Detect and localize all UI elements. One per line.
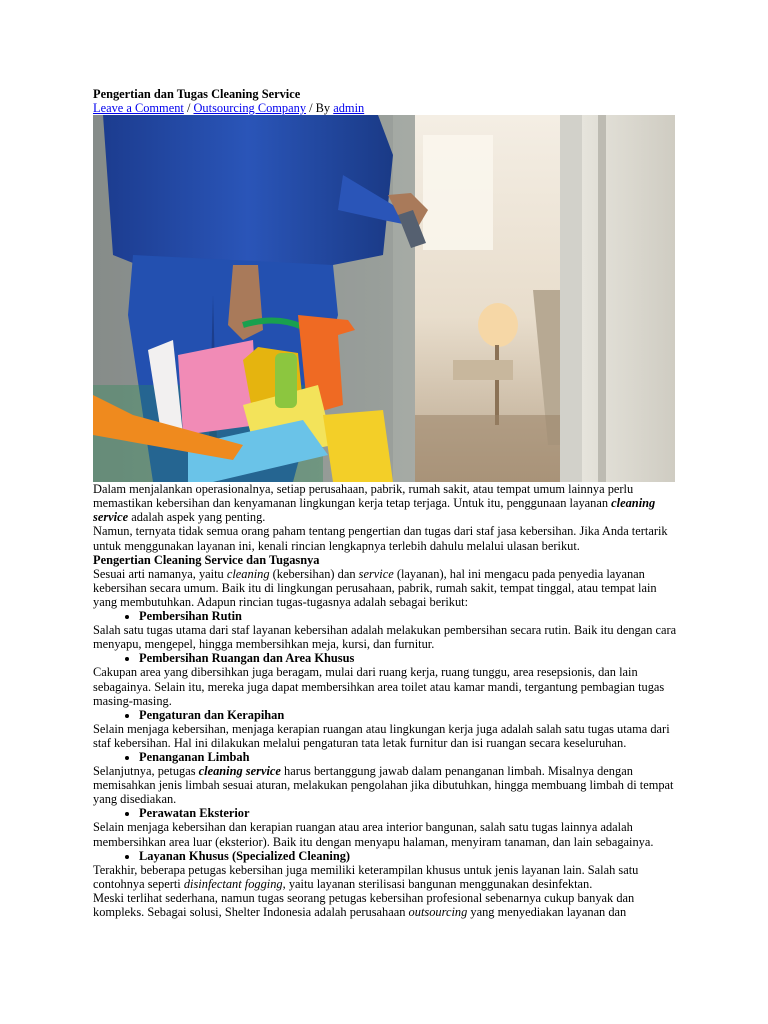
task-text: Salah satu tugas utama dari staf layanan kebersihan adalah melakukan pembersihan secara rutin. Baik itu dengan cara menyapu, mengepel, hingga membersihkan meja, kursi, dan furnitur. [93, 623, 677, 652]
task-list-5 [93, 806, 677, 820]
task-title: • Pengaturan dan Kerapihan [139, 708, 677, 722]
task-text: Selain menjaga kebersihan, menjaga kerapian ruangan atau lingkungan kerja juga adalah salah satu tugas utama dari staf kebersihan. Hal ini dilakukan melalui pengaturan tata letak furnitur dan isi ruangan secara keseluruhan. [93, 721, 670, 750]
article-title: Pengertian dan Tugas Cleaning Service [93, 87, 301, 101]
task-list-4 [93, 750, 677, 764]
task-title: • Pembersihan Ruangan dan Area Khusus [139, 651, 677, 665]
task-title: • Penanganan Limbah [139, 750, 677, 764]
closing-paragraph: Meski terlihat sederhana, namun tugas seorang petugas kebersihan profesional sebenarnya cukup banyak dan kompleks. Sebagai solusi, Shelter Indonesia adalah perusahaan outsourcing yang menyediakan layanan dan [93, 890, 635, 919]
meta-by: / By [306, 101, 334, 116]
leave-comment-link[interactable]: Leave a Comment [93, 101, 184, 116]
category-link[interactable]: Outsourcing Company [193, 101, 307, 116]
task-text: Selain menjaga kebersihan dan kerapian ruangan atau area interior bangunan, salah satu tugas lainnya adalah membersihkan area luar (eksterior). Baik itu dengan menyapu halaman, menyiram tanaman, dan lain sebagainya. [93, 820, 654, 849]
task-text: Selanjutnya, petugas cleaning service harus bertanggung jawab dalam penanganan limbah. Misalnya dengan memisahkan jenis limbah sesuai aturan, melakukan pengolahan jika dibutuhkan, hingga membuang limbah di tempat yang disediakan. [93, 764, 674, 807]
intro-paragraph-1: Dalam menjalankan operasionalnya, setiap perusahaan, pabrik, rumah sakit, atau tempat umum lainnya perlu memastikan kebersihan dan kenyamanan lingkungan kerja tetap terjaga. Untuk itu, penggunaan layanan cleaning service adalah aspek yang penting. [93, 482, 656, 525]
article-photo [93, 115, 675, 482]
task-text: Cakupan area yang dibersihkan juga beragam, mulai dari ruang kerja, ruang tunggu, area resepsionis, dan lain sebagainya. Selain itu, mereka juga dapat membersihkan area toilet atau kamar mandi, tergantung pembagian tugas masing-masing. [93, 665, 665, 708]
author-link[interactable]: admin [333, 101, 365, 116]
task-text: Terakhir, beberapa petugas kebersihan juga memiliki keterampilan khusus untuk jenis layanan lain. Salah satu contohnya seperti disinfectant fogging, yaitu layanan sterilisasi bangunan menggunakan desinfektan. [93, 862, 639, 891]
task-title: • Layanan Khusus (Specialized Cleaning) [139, 849, 677, 863]
intro-paragraph-2: Namun, ternyata tidak semua orang paham tentang pengertian dan tugas dari staf jasa kebersihan. Jika Anda tertarik untuk menggunakan layanan ini, kenali rincian lengkapnya terlebih dahulu melalui ulasan berikut. [93, 524, 668, 553]
meta-separator: / [183, 101, 194, 116]
task-title: • Perawatan Eksterior [139, 806, 677, 820]
article [93, 87, 677, 919]
task-list-3 [93, 708, 677, 722]
task-list-6 [93, 849, 677, 863]
task-title: • Pembersihan Rutin [139, 609, 677, 623]
task-list-2 [93, 651, 677, 665]
section-heading: Pengertian Cleaning Service dan Tugasnya [93, 552, 320, 567]
article-meta [93, 101, 677, 115]
task-list-1 [93, 609, 677, 623]
section-intro: Sesuai arti namanya, yaitu cleaning (kebersihan) dan service (layanan), hal ini mengacu pada penyedia layanan kebersihan secara umum. Baik itu di lingkungan perusahaan, pabrik, rumah sakit, tempat tinggal, atau tempat lain yang membutuhkan. Adapun rincian tugas-tugasnya adalah sebagai berikut: [93, 566, 657, 609]
